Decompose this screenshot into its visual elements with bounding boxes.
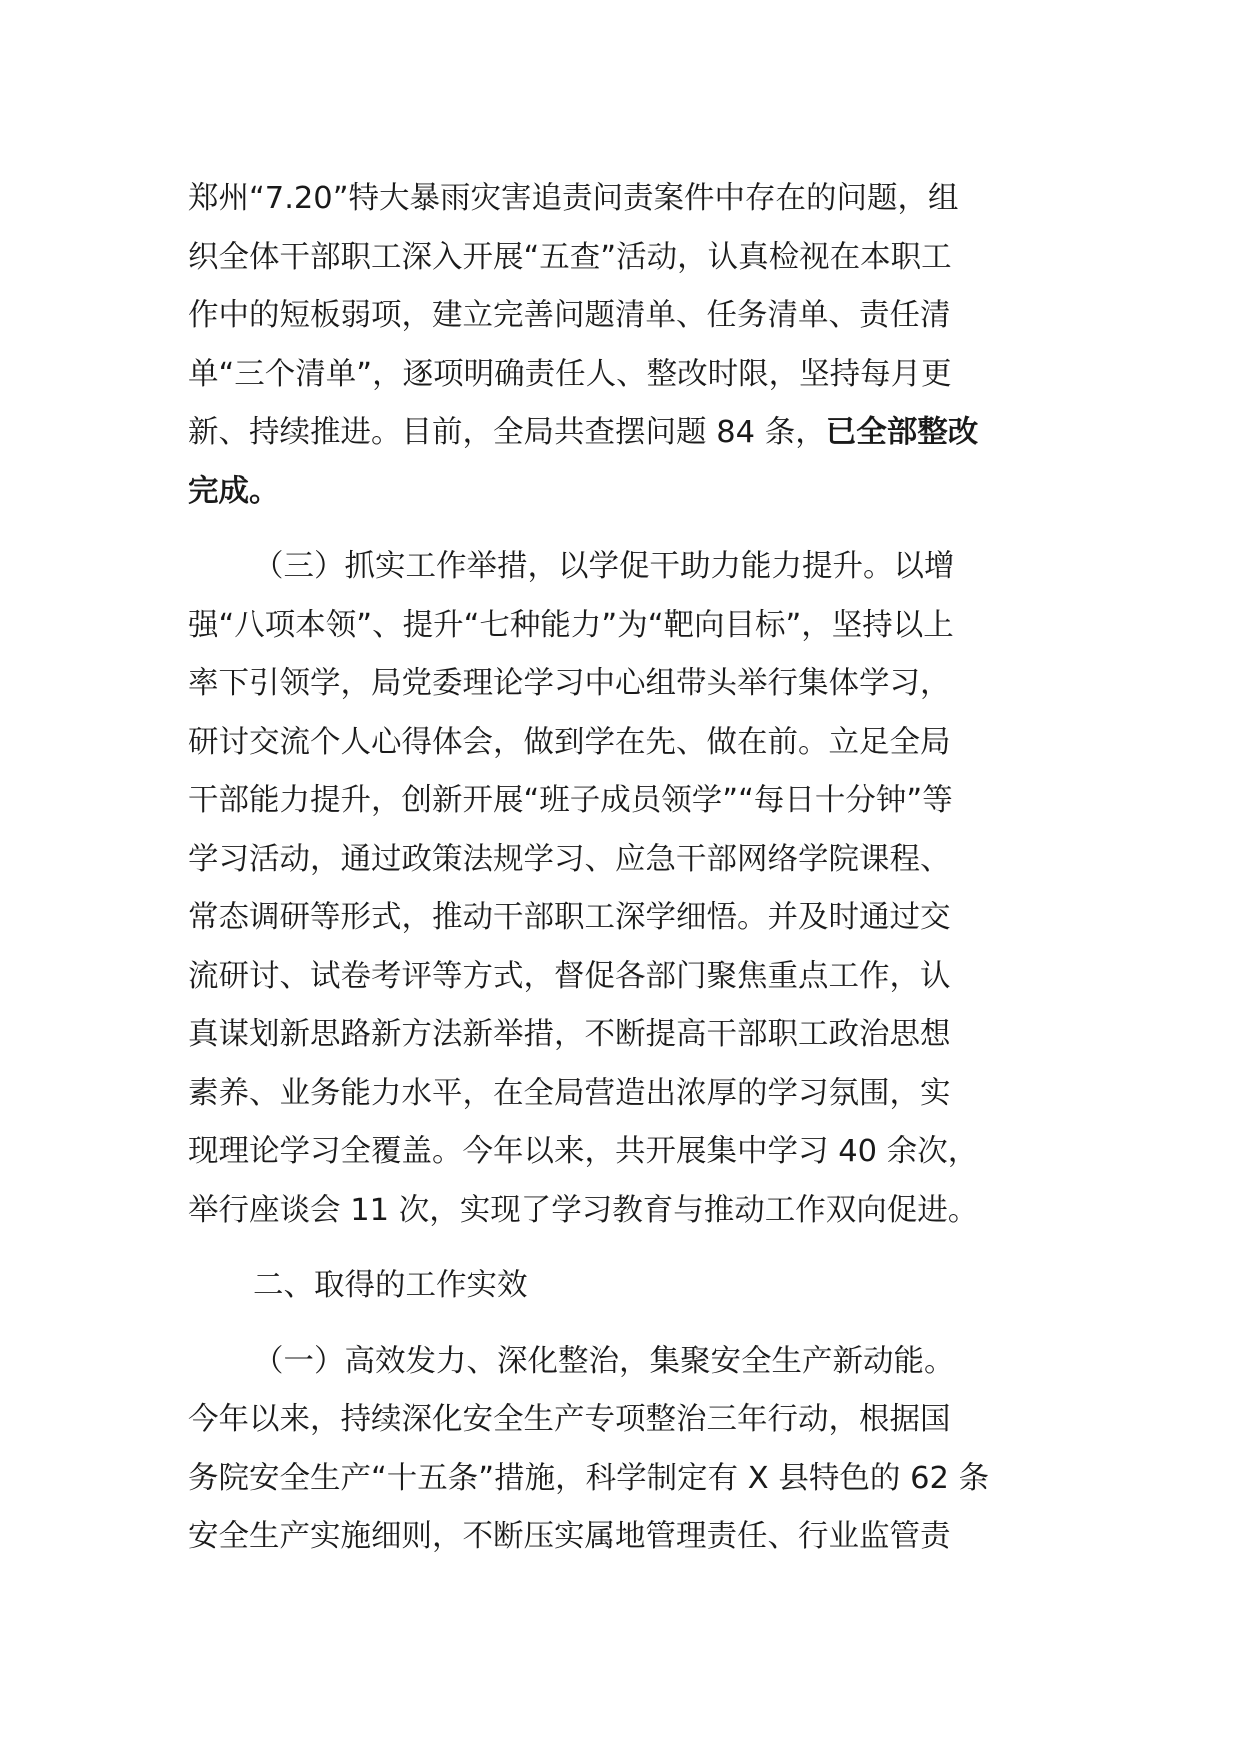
section-heading-1: （一）高效发力、深化整治，集聚安全生产新动能。 — [253, 1343, 955, 1379]
section-heading-3: （三）抓实工作举措，以学促干助力能力提升。以增 — [253, 549, 955, 584]
paragraph-problem-rectification — [188, 170, 1068, 521]
text-line: 常态调研等形式，推动干部职工深学细悟。并及时通过交 — [188, 900, 951, 935]
text-line: 研讨交流个人心得体会，做到学在先、做在前。立足全局 — [188, 724, 951, 760]
text-line: 郑州“7.20”特大暴雨灾害追责问责案件中存在的问题，组 — [188, 181, 959, 216]
text-line: 干部能力提升，创新开展“班子成员领学”“每日十分钟”等 — [188, 783, 953, 818]
bold-text-line: 完成。 — [188, 473, 280, 509]
text-line: 举行座谈会 11 次，实现了学习教育与推动工作双向促进。 — [188, 1192, 979, 1228]
text-line: 今年以来，持续深化安全生产专项整治三年行动，根据国 — [188, 1402, 951, 1437]
text-line: 单“三个清单”，逐项明确责任人、整改时限，坚持每月更 — [188, 356, 952, 392]
text-line-prefix: 新、持续推进。目前，全局共查摆问题 84 条， — [188, 415, 826, 450]
bold-text: 已全部整改 — [825, 415, 979, 450]
text-line: 作中的短板弱项，建立完善问题清单、任务清单、责任清 — [188, 298, 951, 333]
paragraph-safety-production — [188, 1333, 1068, 1567]
section-heading-2 — [188, 1257, 1068, 1316]
paragraph-work-measures — [188, 538, 1068, 1240]
text-line: 学习活动，通过政策法规学习、应急干部网络学院课程、 — [188, 841, 951, 877]
text-line: 真谋划新思路新方法新举措，不断提高干部职工政治思想 — [188, 1017, 951, 1052]
text-line: 织全体干部职工深入开展“五查”活动，认真检视在本职工 — [188, 239, 952, 275]
text-line: 流研讨、试卷考评等方式，督促各部门聚焦重点工作，认 — [188, 958, 951, 994]
text-line: 强“八项本领”、提升“七种能力”为“靶向目标”，坚持以上 — [188, 607, 954, 643]
text-line: 率下引领学，局党委理论学习中心组带头举行集体学习， — [188, 666, 951, 701]
section-title: 二、取得的工作实效 — [253, 1268, 528, 1303]
text-line — [188, 404, 1068, 463]
text-line: 现理论学习全覆盖。今年以来，共开展集中学习 40 余次， — [188, 1134, 979, 1169]
text-line: 务院安全生产“十五条”措施，科学制定有 X 县特色的 62 条 — [188, 1460, 990, 1496]
text-line: 素养、业务能力水平，在全局营造出浓厚的学习氛围，实 — [188, 1075, 951, 1111]
text-line: 安全生产实施细则，不断压实属地管理责任、行业监管责 — [188, 1519, 951, 1554]
document-body — [188, 170, 1068, 1567]
